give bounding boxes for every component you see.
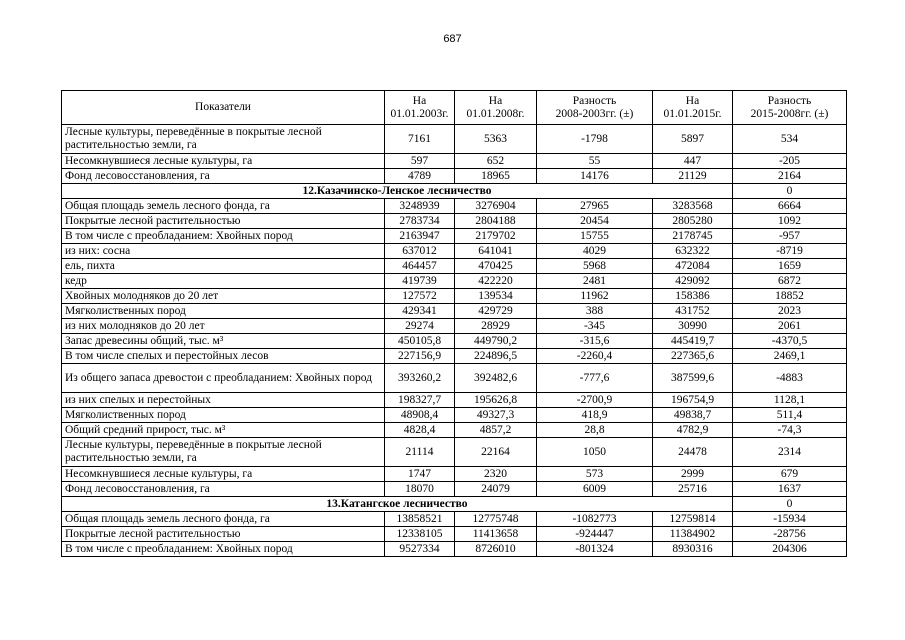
table-row bbox=[62, 259, 847, 274]
row-value: 637012 bbox=[385, 244, 455, 259]
row-value: 30990 bbox=[653, 319, 733, 334]
table-row bbox=[62, 229, 847, 244]
table-row bbox=[62, 199, 847, 214]
row-value: 2783734 bbox=[385, 214, 455, 229]
row-value: 534 bbox=[733, 125, 847, 154]
row-value: 3248939 bbox=[385, 199, 455, 214]
row-value: 2320 bbox=[455, 467, 537, 482]
row-label: Несомкнувшиеся лесные культуры, га bbox=[62, 467, 385, 482]
row-value: 447 bbox=[653, 154, 733, 169]
row-value: 4782,9 bbox=[653, 423, 733, 438]
page-number: 687 bbox=[443, 33, 462, 45]
table-row bbox=[62, 334, 847, 349]
row-label: Лесные культуры, переведённые в покрытые лесной растительностью земли, га bbox=[62, 438, 385, 467]
row-value: 418,9 bbox=[537, 408, 653, 423]
row-value: 2179702 bbox=[455, 229, 537, 244]
row-value: 224896,5 bbox=[455, 349, 537, 364]
row-value: 2164 bbox=[733, 169, 847, 184]
row-value: 388 bbox=[537, 304, 653, 319]
row-value: 11413658 bbox=[455, 527, 537, 542]
column-header: Разность 2015-2008гг. (±) bbox=[733, 91, 847, 125]
section-value: 0 bbox=[733, 497, 847, 512]
row-value: 227365,6 bbox=[653, 349, 733, 364]
row-value: 4828,4 bbox=[385, 423, 455, 438]
row-value: 573 bbox=[537, 467, 653, 482]
table-row bbox=[62, 154, 847, 169]
table-row bbox=[62, 364, 847, 393]
row-value: -777,6 bbox=[537, 364, 653, 393]
row-label: Общий средний прирост, тыс. м³ bbox=[62, 423, 385, 438]
row-value: -924447 bbox=[537, 527, 653, 542]
column-header: На 01.01.2008г. bbox=[455, 91, 537, 125]
row-label: Общая площадь земель лесного фонда, га bbox=[62, 512, 385, 527]
column-header: На 01.01.2003г. bbox=[385, 91, 455, 125]
row-value: -957 bbox=[733, 229, 847, 244]
row-value: 18852 bbox=[733, 289, 847, 304]
row-value: 15755 bbox=[537, 229, 653, 244]
row-value: 158386 bbox=[653, 289, 733, 304]
row-value: 2469,1 bbox=[733, 349, 847, 364]
table-row bbox=[62, 274, 847, 289]
row-label: Общая площадь земель лесного фонда, га bbox=[62, 199, 385, 214]
table-row bbox=[62, 438, 847, 467]
row-value: 139534 bbox=[455, 289, 537, 304]
row-label: Покрытые лесной растительностью bbox=[62, 214, 385, 229]
row-value: 1747 bbox=[385, 467, 455, 482]
row-value: 12775748 bbox=[455, 512, 537, 527]
row-value: 422220 bbox=[455, 274, 537, 289]
row-value: 28929 bbox=[455, 319, 537, 334]
row-value: 4789 bbox=[385, 169, 455, 184]
row-value: 6872 bbox=[733, 274, 847, 289]
row-value: 679 bbox=[733, 467, 847, 482]
row-value: 204306 bbox=[733, 542, 847, 557]
column-header: Показатели bbox=[62, 91, 385, 125]
column-header: Разность 2008-2003гг. (±) bbox=[537, 91, 653, 125]
table-row bbox=[62, 169, 847, 184]
row-value: 393260,2 bbox=[385, 364, 455, 393]
row-value: 14176 bbox=[537, 169, 653, 184]
forest-fund-table bbox=[61, 90, 847, 557]
row-value: 652 bbox=[455, 154, 537, 169]
row-label: ель, пихта bbox=[62, 259, 385, 274]
row-value: 196754,9 bbox=[653, 393, 733, 408]
row-value: 1637 bbox=[733, 482, 847, 497]
row-value: -15934 bbox=[733, 512, 847, 527]
row-value: 12338105 bbox=[385, 527, 455, 542]
row-value: 20454 bbox=[537, 214, 653, 229]
row-value: 3283568 bbox=[653, 199, 733, 214]
row-label: Мягколиственных пород bbox=[62, 408, 385, 423]
table-row bbox=[62, 542, 847, 557]
row-label: из них: сосна bbox=[62, 244, 385, 259]
row-value: 195626,8 bbox=[455, 393, 537, 408]
table-row bbox=[62, 125, 847, 154]
table-row bbox=[62, 214, 847, 229]
row-value: -2260,4 bbox=[537, 349, 653, 364]
table-row bbox=[62, 304, 847, 319]
row-value: 127572 bbox=[385, 289, 455, 304]
row-label: Запас древесины общий, тыс. м³ bbox=[62, 334, 385, 349]
row-value: -4883 bbox=[733, 364, 847, 393]
row-value: 5897 bbox=[653, 125, 733, 154]
row-value: 449790,2 bbox=[455, 334, 537, 349]
row-label: Фонд лесовосстановления, га bbox=[62, 169, 385, 184]
row-value: -1082773 bbox=[537, 512, 653, 527]
row-value: -1798 bbox=[537, 125, 653, 154]
row-value: 3276904 bbox=[455, 199, 537, 214]
row-label: Лесные культуры, переведённые в покрытые лесной растительностью земли, га bbox=[62, 125, 385, 154]
row-value: 6664 bbox=[733, 199, 847, 214]
row-value: 29274 bbox=[385, 319, 455, 334]
row-value: 2805280 bbox=[653, 214, 733, 229]
row-value: -8719 bbox=[733, 244, 847, 259]
row-value: 55 bbox=[537, 154, 653, 169]
row-value: 2178745 bbox=[653, 229, 733, 244]
row-value: 2061 bbox=[733, 319, 847, 334]
row-value: 21129 bbox=[653, 169, 733, 184]
table-row bbox=[62, 319, 847, 334]
table-row bbox=[62, 482, 847, 497]
row-value: 632322 bbox=[653, 244, 733, 259]
row-value: 4029 bbox=[537, 244, 653, 259]
row-value: 431752 bbox=[653, 304, 733, 319]
section-title: 13.Катангское лесничество bbox=[62, 497, 733, 512]
row-value: 227156,9 bbox=[385, 349, 455, 364]
table-row bbox=[62, 289, 847, 304]
row-value: 419739 bbox=[385, 274, 455, 289]
row-value: -4370,5 bbox=[733, 334, 847, 349]
row-value: 429092 bbox=[653, 274, 733, 289]
row-value: 470425 bbox=[455, 259, 537, 274]
row-label: Фонд лесовосстановления, га bbox=[62, 482, 385, 497]
row-value: 6009 bbox=[537, 482, 653, 497]
row-value: 22164 bbox=[455, 438, 537, 467]
row-value: 1659 bbox=[733, 259, 847, 274]
row-value: 12759814 bbox=[653, 512, 733, 527]
row-value: 5968 bbox=[537, 259, 653, 274]
row-label: Покрытые лесной растительностью bbox=[62, 527, 385, 542]
row-value: 1128,1 bbox=[733, 393, 847, 408]
row-value: 511,4 bbox=[733, 408, 847, 423]
row-value: 13858521 bbox=[385, 512, 455, 527]
table-row bbox=[62, 408, 847, 423]
row-label: кедр bbox=[62, 274, 385, 289]
table-row bbox=[62, 527, 847, 542]
row-value: -801324 bbox=[537, 542, 653, 557]
row-value: 1050 bbox=[537, 438, 653, 467]
row-value: 198327,7 bbox=[385, 393, 455, 408]
row-value: 597 bbox=[385, 154, 455, 169]
row-value: 11384902 bbox=[653, 527, 733, 542]
row-value: 387599,6 bbox=[653, 364, 733, 393]
row-label: Мягколиственных пород bbox=[62, 304, 385, 319]
row-label: Из общего запаса древостои с преобладанием: Хвойных пород bbox=[62, 364, 385, 393]
row-label: В том числе с преобладанием: Хвойных пород bbox=[62, 542, 385, 557]
row-value: 5363 bbox=[455, 125, 537, 154]
row-label: из них молодняков до 20 лет bbox=[62, 319, 385, 334]
row-value: 429729 bbox=[455, 304, 537, 319]
row-value: 641041 bbox=[455, 244, 537, 259]
table-row bbox=[62, 512, 847, 527]
row-value: 2163947 bbox=[385, 229, 455, 244]
row-value: 24478 bbox=[653, 438, 733, 467]
row-value: 21114 bbox=[385, 438, 455, 467]
row-value: 7161 bbox=[385, 125, 455, 154]
row-value: -74,3 bbox=[733, 423, 847, 438]
row-value: 445419,7 bbox=[653, 334, 733, 349]
row-value: 18965 bbox=[455, 169, 537, 184]
row-value: -2700,9 bbox=[537, 393, 653, 408]
section-value: 0 bbox=[733, 184, 847, 199]
row-value: 2314 bbox=[733, 438, 847, 467]
row-value: 4857,2 bbox=[455, 423, 537, 438]
table-row bbox=[62, 423, 847, 438]
row-value: 392482,6 bbox=[455, 364, 537, 393]
row-value: 2481 bbox=[537, 274, 653, 289]
row-value: 2804188 bbox=[455, 214, 537, 229]
row-value: 429341 bbox=[385, 304, 455, 319]
table-row bbox=[62, 349, 847, 364]
row-value: 464457 bbox=[385, 259, 455, 274]
row-value: 11962 bbox=[537, 289, 653, 304]
row-value: 8726010 bbox=[455, 542, 537, 557]
row-value: 18070 bbox=[385, 482, 455, 497]
row-label: Хвойных молодняков до 20 лет bbox=[62, 289, 385, 304]
table-row bbox=[62, 244, 847, 259]
row-value: -345 bbox=[537, 319, 653, 334]
row-value: -28756 bbox=[733, 527, 847, 542]
row-label: из них спелых и перестойных bbox=[62, 393, 385, 408]
row-value: 450105,8 bbox=[385, 334, 455, 349]
row-label: Несомкнувшиеся лесные культуры, га bbox=[62, 154, 385, 169]
section-row bbox=[62, 184, 847, 199]
section-row bbox=[62, 497, 847, 512]
row-value: 472084 bbox=[653, 259, 733, 274]
row-value: 24079 bbox=[455, 482, 537, 497]
row-value: 2999 bbox=[653, 467, 733, 482]
row-value: 1092 bbox=[733, 214, 847, 229]
row-value: 49838,7 bbox=[653, 408, 733, 423]
column-header: На 01.01.2015г. bbox=[653, 91, 733, 125]
row-value: 2023 bbox=[733, 304, 847, 319]
table-header-row bbox=[62, 91, 847, 125]
row-value: -315,6 bbox=[537, 334, 653, 349]
table-row bbox=[62, 467, 847, 482]
section-title: 12.Казачинско-Ленское лесничество bbox=[62, 184, 733, 199]
row-label: В том числе с преобладанием: Хвойных пород bbox=[62, 229, 385, 244]
row-value: 48908,4 bbox=[385, 408, 455, 423]
row-value: 9527334 bbox=[385, 542, 455, 557]
row-label: В том числе спелых и перестойных лесов bbox=[62, 349, 385, 364]
row-value: 28,8 bbox=[537, 423, 653, 438]
row-value: 27965 bbox=[537, 199, 653, 214]
table-row bbox=[62, 393, 847, 408]
row-value: 8930316 bbox=[653, 542, 733, 557]
row-value: 49327,3 bbox=[455, 408, 537, 423]
row-value: -205 bbox=[733, 154, 847, 169]
row-value: 25716 bbox=[653, 482, 733, 497]
